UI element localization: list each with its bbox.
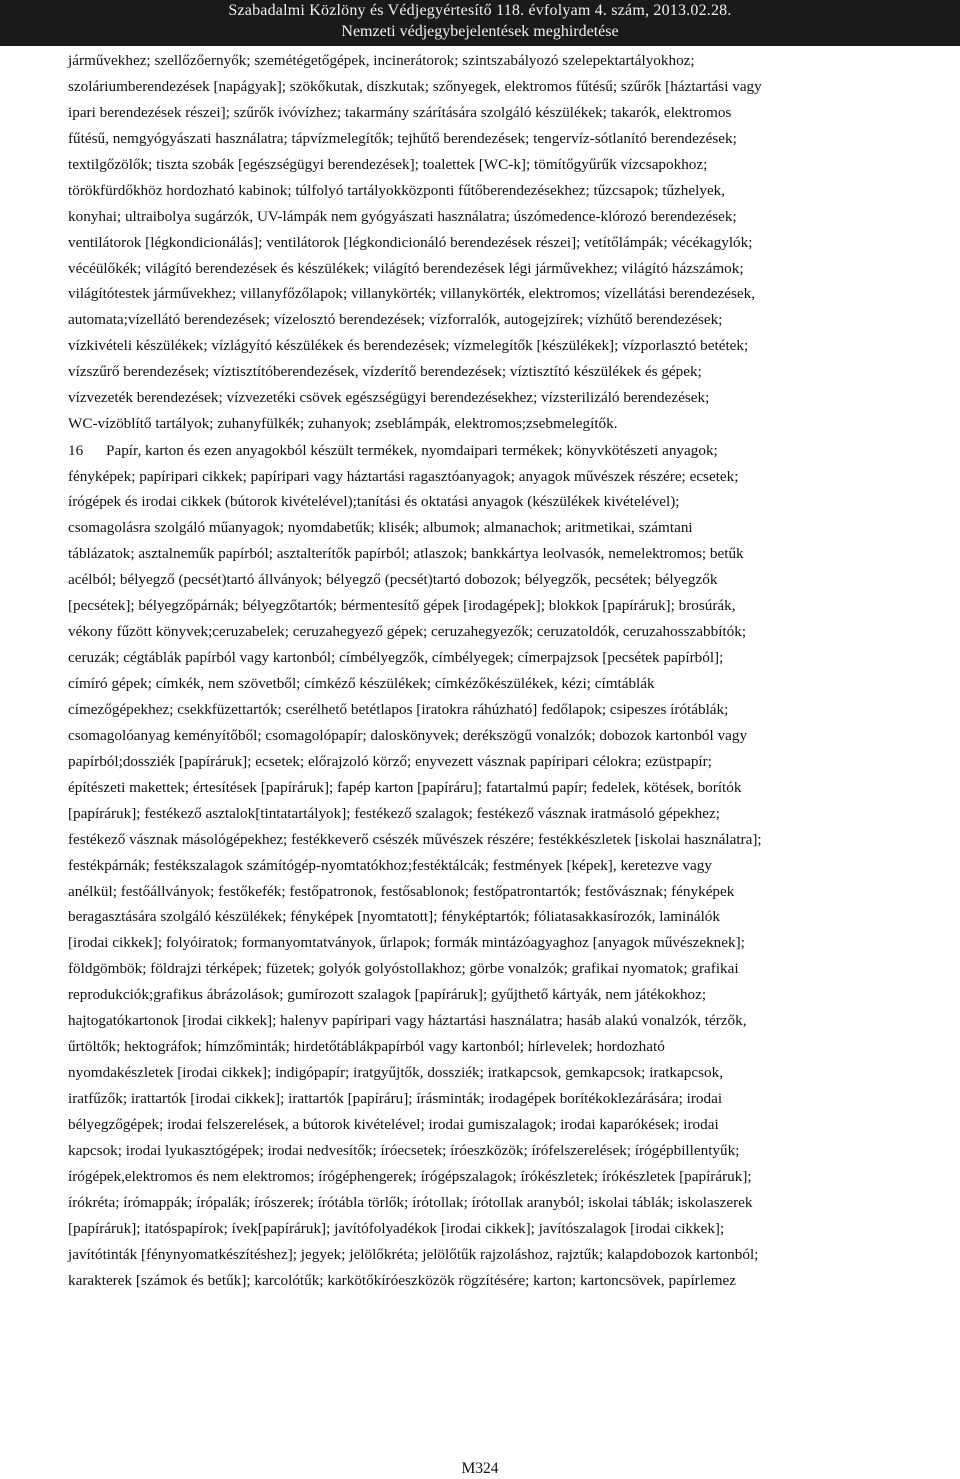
text-line: textilgőzölők; tiszta szobák [egészségügyi berendezések]; toalettek [WC-k]; tömítőgyűrűk vízcsapokhoz; bbox=[68, 155, 708, 173]
text-line: címíró gépek; címkék, nem szövetből; címkéző készülékek; címkézőkészülékek, kézi; címtáblák bbox=[68, 675, 655, 692]
text-line: iratfűzők; irattartók [irodai cikkek]; irattartók [papíráru]; írásminták; irodagépek borítékoklezárására; irodai bbox=[68, 1090, 723, 1107]
text-line: reprodukciók;grafikus ábrázolások; gumírozott szalagok [papíráruk]; gyűjthető kártyák, nem játékokhoz; bbox=[68, 986, 707, 1004]
text-line: szoláriumberendezések [napágyak]; szökőkutak, díszkutak; szőnyegek, elektromos fűtésű; szűrők [háztartási vagy bbox=[68, 77, 762, 95]
text-line: fűtésű, nemgyógyászati használatra; tápvízmelegítők; tejhűtő berendezések; tengervíz-sótlanító berendezések; bbox=[68, 129, 737, 147]
text-line: törökfürdőkhöz hordozható kabinok; túlfolyó tartályokközponti fűtőberendezésekhez; tűzcsapok; tűzhelyek, bbox=[68, 181, 726, 199]
text-line: vízvezeték berendezések; vízvezetéki csövek egészségügyi berendezésekhez; vízsterilizáló berendezések; bbox=[68, 389, 710, 407]
text-line: címezőgépekhez; csekkfüzettartók; cserélhető betétlapos [iratokra ráhúzható] fedőlapok; csipeszes írótáblák; bbox=[68, 700, 729, 718]
class-first-line: Papír, karton és ezen anyagokból készült termékek, nyomdaipari termékek; könyvkötészeti anyagok; bbox=[106, 441, 718, 459]
text-line: bélyegzőgépek; irodai felszerelések, a bútorok kivételével; irodai gumiszalagok; irodai kaparókések; irodai bbox=[68, 1115, 719, 1133]
page-header bbox=[0, 0, 960, 46]
text-line: világítótestek járművekhez; villanyfőzőlapok; villanykörték; villanykörték, elektromos; vízellátási berendezések, bbox=[68, 285, 756, 303]
text-line: vékony fűzött könyvek;ceruzabelek; ceruzahegyező gépek; ceruzahegyezők; ceruzatoldók, ceruzahosszabbítók; bbox=[68, 623, 747, 641]
text-line: karakterek [számok és betűk]; karcolótűk; karkötőkíróeszközök rögzítésére; karton; kartoncsövek, papírlemez bbox=[68, 1271, 736, 1289]
document-body bbox=[68, 48, 908, 1294]
text-line: ceruzák; cégtáblák papírból vagy kartonból; címbélyegzők, címbélyegek; címerpajzsok [pecsétek papírból]; bbox=[68, 649, 724, 667]
text-line: [pecsétek]; bélyegzőpárnák; bélyegzőtartók; bérmentesítő gépek [irodagépek]; blokkok [papíráruk]; brosúrák, bbox=[68, 597, 736, 615]
text-line: írógépek és irodai cikkek (bútorok kivételével);tanítási és oktatási anyagok (készülékek kivételével); bbox=[68, 493, 680, 511]
text-line: anélkül; festőállványok; festőkefék; festőpatronok, festősablonok; festőpatrontartók; festővásznak; fényképek bbox=[68, 882, 735, 900]
text-line: ipari berendezések részei]; szűrők ivóvízhez; takarmány szárítására szolgáló készülékek; takarók, elektromos bbox=[68, 103, 732, 121]
text-line: acélból; bélyegző (pecsét)tartó állványok; bélyegző (pecsét)tartó dobozok; bélyegzők, pecsétek; bélyegzők bbox=[68, 571, 718, 589]
text-line: ventilátorok [légkondicionálás]; ventilátorok [légkondicionáló berendezések részei]; vetítőlámpák; vécékagylók; bbox=[68, 233, 753, 251]
class-heading-line bbox=[68, 438, 908, 464]
class-number: 16 bbox=[68, 441, 84, 459]
text-line: vécéülőkék; világító berendezések és készülékek; világító berendezések légi járművekhez; világító házszámok; bbox=[68, 259, 744, 277]
text-line: építészeti makettek; értesítések [papíráruk]; fapép karton [papíráru]; fatartalmú papír; fedelek, kötések, borítók bbox=[68, 778, 742, 796]
text-line: írógépek,elektromos és nem elektromos; írógéphengerek; írógépszalagok; írókészletek; írókészletek [papíráruk]; bbox=[68, 1167, 752, 1185]
text-line: fényképek; papíripari cikkek; papíripari vagy háztartási ragasztóanyagok; anyagok művészek részére; ecsetek; bbox=[68, 467, 739, 485]
text-line: írókréta; írómappák; írópalák; írószerek; írótábla törlők; írótollak; írótollak aranyból; iskolai táblák; iskolaszerek bbox=[68, 1193, 753, 1211]
text-line: [irodai cikkek]; folyóiratok; formanyomtatványok, űrlapok; formák mintázóagyaghoz [anyagok művészeknek]; bbox=[68, 934, 745, 952]
text-line: festékező vásznak másológépekhez; festékkeverő csészék művészek részére; festékkészletek [iskolai használatra]; bbox=[68, 830, 762, 848]
page-number: M324 bbox=[461, 1460, 499, 1477]
text-line: járművekhez; szellőzőernyők; szemétégetőgépek, incinerátorok; szintszabályozó szelepektartályokhoz; bbox=[68, 52, 695, 69]
text-line: festékpárnák; festékszalagok számítógép-nyomtatókhoz;festéktálcák; festmények [képek], keretezve vagy bbox=[68, 856, 712, 874]
text-line: [papíráruk]; itatóspapírok; ívek[papíráruk]; javítófolyadékok [irodai cikkek]; javítószalagok [irodai cikkek]; bbox=[68, 1219, 725, 1237]
text-line: csomagolásra szolgáló műanyagok; nyomdabetűk; klisék; albumok; almanachok; aritmetikai, számtani bbox=[68, 519, 693, 537]
text-line: WC-vízöblítő tartályok; zuhanyfülkék; zuhanyok; zseblámpák, elektromos;zsebmelegítők. bbox=[68, 415, 618, 433]
text-line: konyhai; ultraibolya sugárzók, UV-lámpák nem gyógyászati használatra; úszómedence-klórozó berendezések; bbox=[68, 207, 737, 225]
text-line: csomagolóanyag keményítőből; csomagolópapír; daloskönyvek; derékszögű vonalzók; dobozok kartonból vagy bbox=[68, 726, 748, 744]
text-line: javítótinták [fénynyomatkészítéshez]; jegyek; jelölőkréta; jelölőtűk rajzoláshoz, rajztűk; kalapdobozok kartonból; bbox=[68, 1245, 759, 1263]
text-line: papírból;dossziék [papíráruk]; ecsetek; előrajzoló körző; enyvezett vásznak papíripari célokra; ezüstpapír; bbox=[68, 752, 712, 770]
section-title: Nemzeti védjegybejelentések meghirdetése bbox=[341, 23, 619, 40]
text-line: automata;vízellátó berendezések; vízelosztó berendezések; vízforralók, autogejzírek; vízhűtő berendezések; bbox=[68, 311, 723, 329]
text-line: földgömbök; földrajzi térképek; füzetek; golyók golyóstollakhoz; görbe vonalzók; grafikai nyomatok; grafikai bbox=[68, 960, 739, 978]
text-line: űrtöltők; hektográfok; hímzőminták; hirdetőtáblákpapírból vagy kartonból; hírlevelek; hordozható bbox=[68, 1038, 665, 1056]
text-line: hajtogatókartonok [irodai cikkek]; halenyv papíripari vagy háztartási használatra; hasáb alakú vonalzók, térzők, bbox=[68, 1012, 747, 1030]
text-line: [papíráruk]; festékező asztalok[tintatartályok]; festékező szalagok; festékező vásznak iratmásoló gépekhez; bbox=[68, 804, 720, 822]
text-line: vízszűrő berendezések; víztisztítóberendezések, vízderítő berendezések; víztisztító készülékek és gépek; bbox=[68, 363, 702, 381]
journal-title: Szabadalmi Közlöny és Védjegyértesítő 118. évfolyam 4. szám, 2013.02.28. bbox=[228, 2, 732, 19]
text-line: nyomdakészletek [irodai cikkek]; indigópapír; iratgyűjtők, dossziék; iratkapcsok, gemkapcsok; iratkapcsok, bbox=[68, 1064, 723, 1082]
text-line: táblázatok; asztalneműk papírból; asztalterítők papírból; atlaszok; bankkártya leolvasók, nemelektromos; betűk bbox=[68, 545, 744, 563]
text-line: vízkivételi készülékek; vízlágyító készülékek és berendezések; vízmelegítők [készülékek]; vízporlasztó betétek; bbox=[68, 337, 749, 355]
text-line: kapcsok; irodai lyukasztógépek; irodai nedvesítők; íróecsetek; íróeszközök; írófelszerelések; írógépbillentyűk; bbox=[68, 1141, 740, 1159]
text-line: beragasztására szolgáló készülékek; fényképek [nyomtatott]; fényképtartók; fóliatasakkasírozók, laminálók bbox=[68, 908, 720, 926]
